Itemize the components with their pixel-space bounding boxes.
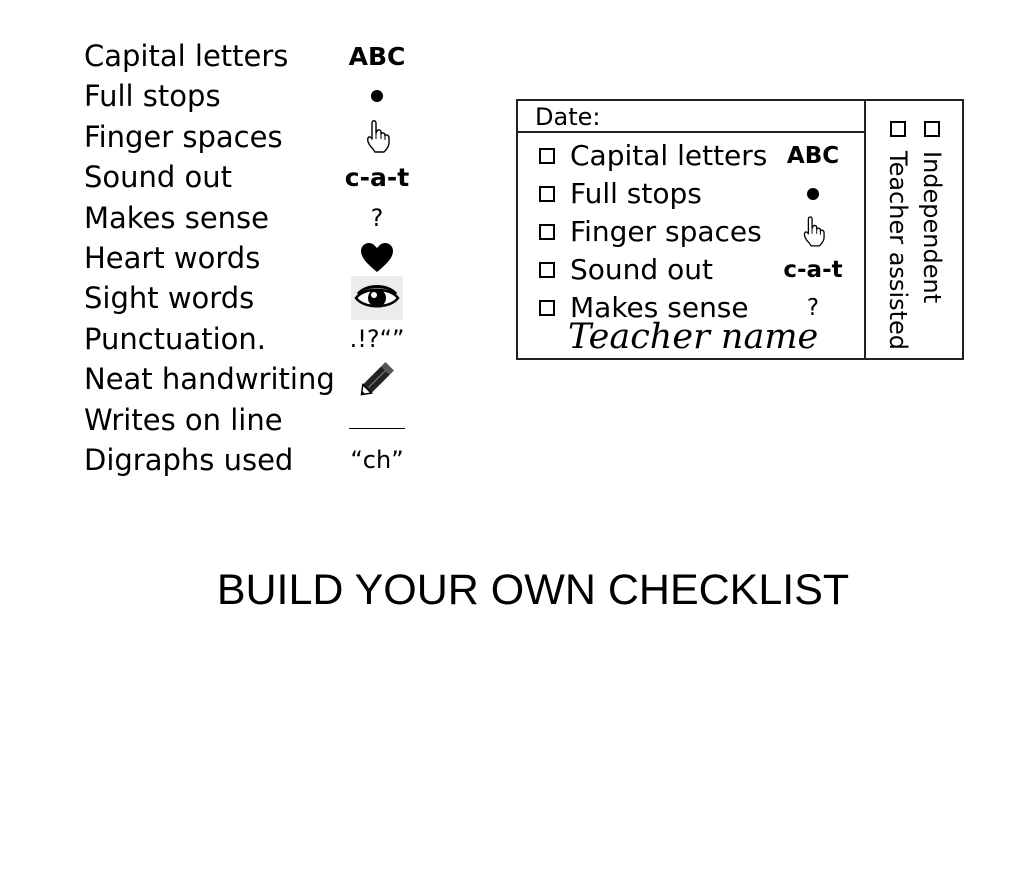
legend-label: Neat handwriting	[84, 362, 335, 397]
checkbox[interactable]	[539, 300, 555, 316]
digraph-symbol: “ch”	[350, 445, 404, 474]
abc-symbol: ABC	[348, 41, 406, 71]
checkbox[interactable]	[890, 121, 906, 137]
legend-row-full-stops	[84, 76, 424, 116]
checklist-item-full-stops	[518, 175, 864, 213]
legend-label: Punctuation.	[84, 321, 266, 356]
question-mark-symbol: ?	[806, 295, 820, 321]
legend-label: Makes sense	[84, 200, 270, 235]
teacher-name-field[interactable]: Teacher name	[568, 317, 819, 357]
checklist-item-finger-spaces	[518, 213, 864, 251]
symbol-legend	[84, 36, 424, 480]
legend-row-makes-sense	[84, 198, 424, 238]
legend-label: Finger spaces	[84, 119, 283, 154]
option-teacher-assisted[interactable]	[881, 121, 915, 351]
legend-row-capital-letters	[84, 36, 424, 76]
assessment-options-panel	[866, 101, 962, 358]
full-stop-dot-icon	[780, 175, 846, 213]
sound-out-symbol: c-a-t	[344, 162, 410, 192]
legend-label: Sound out	[84, 160, 233, 195]
pencil-icon	[342, 359, 412, 399]
full-stop-dot-icon	[342, 76, 412, 116]
checklist-item-label: Makes sense	[570, 291, 749, 324]
date-field[interactable]	[518, 101, 864, 133]
checkbox[interactable]	[539, 186, 555, 202]
legend-label: Sight words	[84, 281, 255, 316]
line-symbol	[342, 400, 412, 440]
option-independent[interactable]	[915, 121, 949, 351]
date-label: Date:	[535, 103, 601, 131]
legend-row-writes-on-line	[84, 400, 424, 440]
checklist-item-label: Capital letters	[570, 139, 768, 172]
checkbox[interactable]	[924, 121, 940, 137]
pointing-hand-icon	[780, 213, 846, 251]
legend-row-digraphs-used	[84, 440, 424, 480]
checklist-item-label: Sound out	[570, 253, 713, 286]
eye-icon	[342, 278, 412, 318]
abc-symbol: ABC	[786, 143, 840, 169]
legend-label: Writes on line	[84, 402, 283, 437]
legend-row-punctuation	[84, 319, 424, 359]
legend-row-neat-handwriting	[84, 359, 424, 399]
checklist-main-panel	[518, 101, 866, 358]
checkbox[interactable]	[539, 262, 555, 278]
checklist-card	[516, 99, 964, 360]
legend-row-heart-words	[84, 238, 424, 278]
checkbox[interactable]	[539, 224, 555, 240]
legend-label: Digraphs used	[84, 442, 294, 477]
checklist-item-sound-out	[518, 251, 864, 289]
checklist-item-label: Full stops	[570, 177, 702, 210]
legend-row-sound-out	[84, 157, 424, 197]
legend-row-finger-spaces	[84, 117, 424, 157]
legend-label: Full stops	[84, 79, 221, 114]
legend-label: Heart words	[84, 240, 261, 275]
punctuation-symbol: .!?“”	[349, 324, 405, 353]
pointing-hand-icon	[342, 117, 412, 157]
heart-icon	[342, 238, 412, 278]
legend-row-sight-words	[84, 278, 424, 318]
checklist-item-label: Finger spaces	[570, 215, 762, 248]
legend-label: Capital letters	[84, 39, 289, 73]
option-label: Teacher assisted	[884, 151, 912, 351]
option-label: Independent	[918, 151, 946, 304]
checkbox[interactable]	[539, 148, 555, 164]
page-heading: BUILD YOUR OWN CHECKLIST	[216, 566, 850, 614]
checklist-item-capital-letters	[518, 137, 864, 175]
question-mark-symbol: ?	[370, 203, 384, 232]
sound-out-symbol: c-a-t	[783, 257, 843, 283]
